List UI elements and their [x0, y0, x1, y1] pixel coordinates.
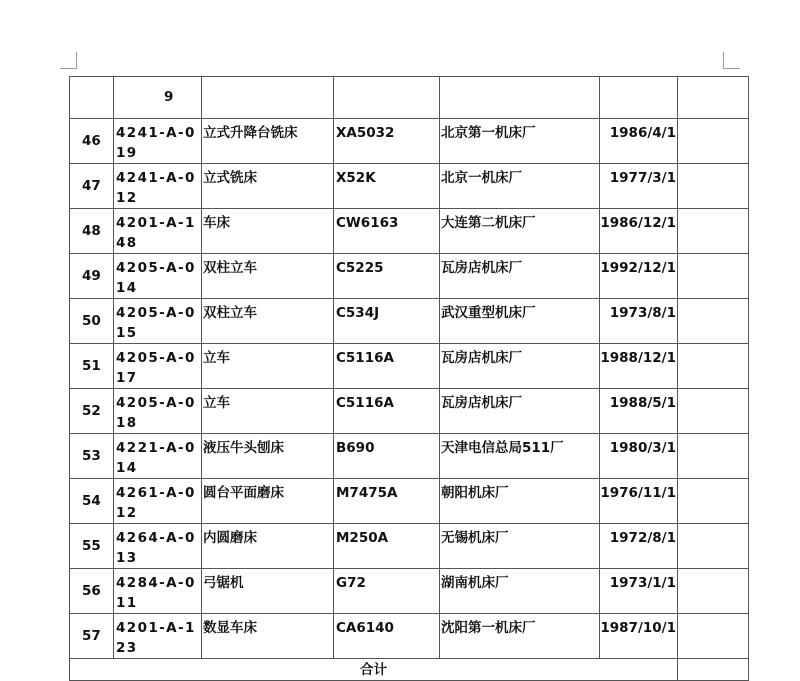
cell-date: 1976/11/1 — [600, 479, 678, 524]
cell-model: C534J — [334, 299, 440, 344]
cell-maker: 瓦房店机床厂 — [440, 389, 600, 434]
cell-code: 4201-A-123 — [114, 614, 202, 659]
cell-maker: 北京一机床厂 — [440, 164, 600, 209]
cell-model — [334, 77, 440, 119]
cell-model: B690 — [334, 434, 440, 479]
cell-name — [202, 77, 334, 119]
cell-name: 内圆磨床 — [202, 524, 334, 569]
cell-code: 4241-A-019 — [114, 119, 202, 164]
cell-maker: 朝阳机床厂 — [440, 479, 600, 524]
cell-date: 1987/10/1 — [600, 614, 678, 659]
table-row — [70, 344, 749, 389]
cell-model: X52K — [334, 164, 440, 209]
cell-maker — [440, 77, 600, 119]
cell-maker: 瓦房店机床厂 — [440, 344, 600, 389]
cell-maker: 北京第一机床厂 — [440, 119, 600, 164]
cell-name: 液压牛头刨床 — [202, 434, 334, 479]
cell-extra — [678, 569, 749, 614]
cell-maker: 天津电信总局511厂 — [440, 434, 600, 479]
cell-maker: 湖南机床厂 — [440, 569, 600, 614]
cell-extra — [678, 479, 749, 524]
cell-code: 4221-A-014 — [114, 434, 202, 479]
cell-name: 弓锯机 — [202, 569, 334, 614]
cell-no: 51 — [70, 344, 114, 389]
cell-code: 4284-A-011 — [114, 569, 202, 614]
cell-date: 1973/8/1 — [600, 299, 678, 344]
equipment-table — [69, 76, 749, 681]
cell-name: 车床 — [202, 209, 334, 254]
cell-model: C5116A — [334, 389, 440, 434]
cell-date: 1972/8/1 — [600, 524, 678, 569]
cell-name: 双柱立车 — [202, 299, 334, 344]
cell-extra — [678, 299, 749, 344]
table-body — [70, 77, 749, 119]
cell-model: CW6163 — [334, 209, 440, 254]
cell-extra — [678, 434, 749, 479]
cell-extra — [678, 389, 749, 434]
cell-no: 47 — [70, 164, 114, 209]
cell-no — [70, 77, 114, 119]
cell-extra — [678, 524, 749, 569]
cell-name: 立车 — [202, 344, 334, 389]
cell-maker: 沈阳第一机床厂 — [440, 614, 600, 659]
crop-mark-top-right-h — [724, 68, 740, 69]
cell-model: M250A — [334, 524, 440, 569]
cell-code: 4264-A-013 — [114, 524, 202, 569]
cell-name: 双柱立车 — [202, 254, 334, 299]
table-row — [70, 119, 749, 164]
cell-extra — [678, 209, 749, 254]
table-row — [70, 299, 749, 344]
table-row — [70, 254, 749, 299]
cell-code-tail: 9 — [114, 77, 202, 119]
table-row — [70, 614, 749, 659]
cell-no: 54 — [70, 479, 114, 524]
table-row-continued — [70, 77, 749, 119]
table-footer — [70, 659, 749, 681]
cell-code: 4201-A-148 — [114, 209, 202, 254]
cell-date: 1980/3/1 — [600, 434, 678, 479]
cell-date: 1986/12/1 — [600, 209, 678, 254]
cell-extra — [678, 254, 749, 299]
cell-model: C5225 — [334, 254, 440, 299]
cell-name: 数显车床 — [202, 614, 334, 659]
cell-model: CA6140 — [334, 614, 440, 659]
crop-mark-top-left-v — [76, 52, 77, 69]
cell-name: 立式升降台铣床 — [202, 119, 334, 164]
cell-date: 1977/3/1 — [600, 164, 678, 209]
table-row — [70, 524, 749, 569]
cell-name: 圆台平面磨床 — [202, 479, 334, 524]
cell-code: 4241-A-012 — [114, 164, 202, 209]
table-rows — [70, 119, 749, 659]
cell-no: 46 — [70, 119, 114, 164]
cell-date: 1973/1/1 — [600, 569, 678, 614]
cell-date: 1988/5/1 — [600, 389, 678, 434]
table-row — [70, 569, 749, 614]
cell-code: 4261-A-012 — [114, 479, 202, 524]
total-value — [678, 659, 749, 681]
table-row — [70, 479, 749, 524]
cell-model: G72 — [334, 569, 440, 614]
cell-code: 4205-A-015 — [114, 299, 202, 344]
crop-mark-top-left-h — [60, 68, 76, 69]
table-row — [70, 209, 749, 254]
cell-model: C5116A — [334, 344, 440, 389]
total-label: 合计 — [70, 659, 678, 681]
cell-no: 50 — [70, 299, 114, 344]
table-row — [70, 389, 749, 434]
cell-name: 立式铣床 — [202, 164, 334, 209]
cell-extra — [678, 614, 749, 659]
crop-mark-top-right-v — [723, 52, 724, 69]
cell-code: 4205-A-017 — [114, 344, 202, 389]
cell-no: 57 — [70, 614, 114, 659]
cell-date: 1992/12/1 — [600, 254, 678, 299]
table-row — [70, 164, 749, 209]
cell-extra — [678, 77, 749, 119]
cell-no: 48 — [70, 209, 114, 254]
cell-no: 56 — [70, 569, 114, 614]
cell-no: 52 — [70, 389, 114, 434]
cell-maker: 大连第二机床厂 — [440, 209, 600, 254]
cell-maker: 瓦房店机床厂 — [440, 254, 600, 299]
cell-code: 4205-A-018 — [114, 389, 202, 434]
cell-model: XA5032 — [334, 119, 440, 164]
cell-no: 49 — [70, 254, 114, 299]
cell-maker: 武汉重型机床厂 — [440, 299, 600, 344]
cell-name: 立车 — [202, 389, 334, 434]
cell-maker: 无锡机床厂 — [440, 524, 600, 569]
cell-extra — [678, 344, 749, 389]
cell-no: 53 — [70, 434, 114, 479]
cell-date: 1986/4/1 — [600, 119, 678, 164]
total-row — [70, 659, 749, 681]
table-row — [70, 434, 749, 479]
cell-date: 1988/12/1 — [600, 344, 678, 389]
cell-no: 55 — [70, 524, 114, 569]
cell-date — [600, 77, 678, 119]
cell-extra — [678, 119, 749, 164]
cell-extra — [678, 164, 749, 209]
cell-code: 4205-A-014 — [114, 254, 202, 299]
cell-model: M7475A — [334, 479, 440, 524]
